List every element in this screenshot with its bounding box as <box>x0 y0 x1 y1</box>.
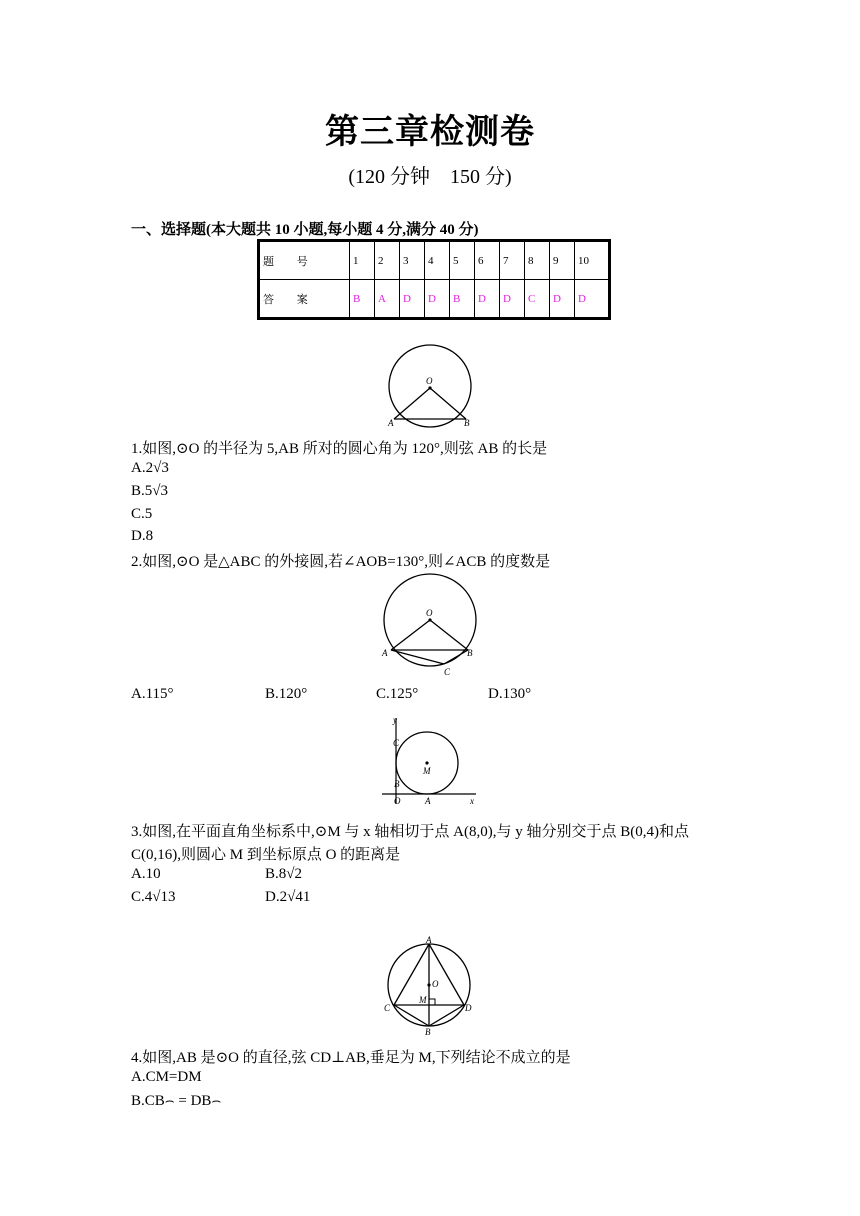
q3-label-c: C <box>393 738 400 748</box>
q-number: 5 <box>450 241 475 280</box>
q4-label-m: M <box>419 995 427 1005</box>
q3-stem-line2: C(0,16),则圆心 M 到坐标原点 O 的距离是 <box>131 847 401 863</box>
answer-table-answer-row <box>259 280 610 319</box>
answer-cell: D <box>425 280 450 319</box>
q3-label-a: A <box>425 796 431 806</box>
q2-option-b: B.120° <box>265 686 308 702</box>
q1-option-c: C.5 <box>131 506 153 522</box>
q-number: 2 <box>375 241 400 280</box>
q3-option-b: B.8√2 <box>265 866 302 882</box>
q-number: 8 <box>525 241 550 280</box>
q4-center-dot <box>427 983 430 986</box>
q2-label-a: A <box>382 648 388 658</box>
q1-label-a: A <box>388 418 394 428</box>
q-number: 6 <box>475 241 500 280</box>
q4-label-c: C <box>384 1003 391 1013</box>
q-number: 9 <box>550 241 575 280</box>
q-number: 7 <box>500 241 525 280</box>
q4-stem: 4.如图,AB 是⊙O 的直径,弦 CD⊥AB,垂足为 M,下列结论不成立的是 <box>131 1050 571 1066</box>
q3-label-x: x <box>470 796 474 806</box>
q-number: 1 <box>350 241 375 280</box>
q3-coordinate-figure <box>380 712 480 808</box>
answer-cell: C <box>525 280 550 319</box>
q1-center-dot <box>428 386 431 389</box>
q2-option-c: C.125° <box>376 686 419 702</box>
exam-subtitle: (120 分钟 150 分) <box>348 166 512 188</box>
q1-radius-ob <box>430 388 466 419</box>
q1-circle-figure <box>384 344 476 430</box>
q3-option-d: D.2√41 <box>265 889 311 905</box>
q1-option-d: D.8 <box>131 528 154 544</box>
q1-label-o: O <box>426 376 433 386</box>
q3-stem-line1: 3.如图,在平面直角坐标系中,⊙M 与 x 轴相切于点 A(8,0),与 y 轴分别交于点 B(0,4)和点 <box>131 824 689 840</box>
q2-circle-figure <box>378 572 482 680</box>
q4-chord-db <box>429 1005 464 1026</box>
q2-option-d: D.130° <box>488 686 532 702</box>
q2-center-dot <box>428 618 431 621</box>
q4-chord-ad <box>429 944 464 1005</box>
q1-stem: 1.如图,⊙O 的半径为 5,AB 所对的圆心角为 120°,则弦 AB 的长是 <box>131 441 548 457</box>
q1-label-b: B <box>464 418 470 428</box>
answer-table-header-a: 答 案 <box>259 280 350 319</box>
q4-label-o: O <box>432 979 439 989</box>
q4-option-b: B.CB⌢ = DB⌢ <box>131 1093 222 1109</box>
q1-radius-oa <box>394 388 430 419</box>
answer-cell: A <box>375 280 400 319</box>
q4-chord-cb <box>394 1005 429 1026</box>
q2-label-b: B <box>467 648 473 658</box>
q3-label-o: O <box>394 796 401 806</box>
q2-chord-bc <box>444 650 468 664</box>
q3-option-a: A.10 <box>131 866 161 882</box>
q3-label-y: y <box>393 715 397 725</box>
section-heading-choice: 一、选择题(本大题共 10 小题,每小题 4 分,满分 40 分) <box>131 222 479 238</box>
q-number: 10 <box>575 241 610 280</box>
q4-circle-figure <box>380 932 480 1038</box>
q3-center-dot <box>425 761 428 764</box>
q2-label-o: O <box>426 608 433 618</box>
q3-label-b: B <box>394 779 400 789</box>
q2-radius-ob <box>430 620 468 650</box>
answer-cell: B <box>450 280 475 319</box>
q4-option-a: A.CM=DM <box>131 1069 202 1085</box>
q-number: 3 <box>400 241 425 280</box>
answer-table-number-row <box>259 241 610 280</box>
q4-label-d: D <box>465 1003 472 1013</box>
answer-cell: D <box>575 280 610 319</box>
page-title: 第三章检测卷 <box>325 114 535 151</box>
q2-chord-ac <box>391 650 444 664</box>
q2-label-c: C <box>444 667 451 677</box>
q2-option-a: A.115° <box>131 686 174 702</box>
q2-stem: 2.如图,⊙O 是△ABC 的外接圆,若∠AOB=130°,则∠ACB 的度数是 <box>131 554 551 570</box>
q4-right-angle-mark <box>429 999 435 1005</box>
q4-label-a: A <box>426 935 432 945</box>
answer-cell: D <box>500 280 525 319</box>
answer-cell: B <box>350 280 375 319</box>
q-number: 4 <box>425 241 450 280</box>
q3-option-c: C.4√13 <box>131 889 176 905</box>
answer-cell: D <box>550 280 575 319</box>
q3-label-m: M <box>423 766 431 776</box>
q4-label-b: B <box>425 1027 431 1037</box>
q2-radius-oa <box>391 620 430 650</box>
answer-table-header-q: 题 号 <box>259 241 350 280</box>
q1-circle <box>389 345 471 427</box>
answer-table <box>257 239 611 320</box>
q1-option-b: B.5√3 <box>131 483 168 499</box>
q1-option-a: A.2√3 <box>131 460 169 476</box>
answer-cell: D <box>400 280 425 319</box>
answer-cell: D <box>475 280 500 319</box>
